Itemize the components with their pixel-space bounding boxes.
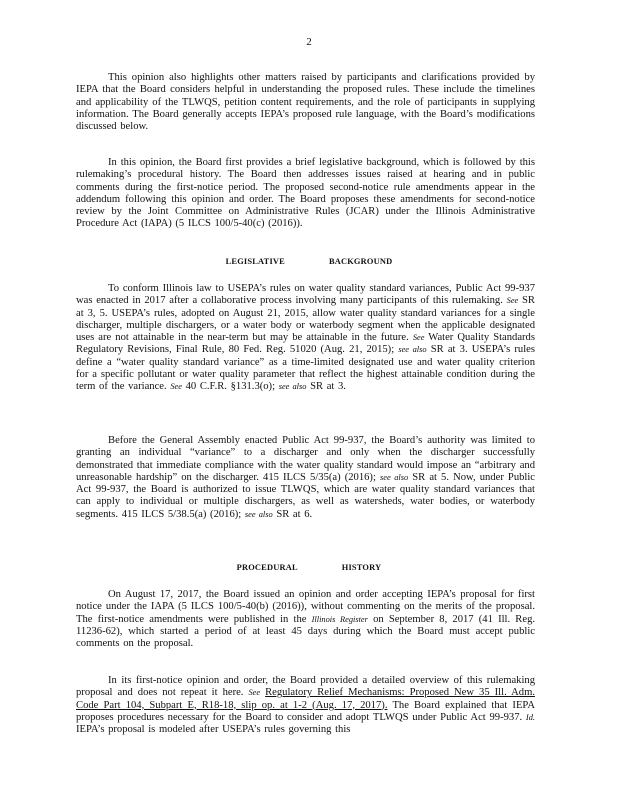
heading-legislative-background bbox=[0, 256, 618, 268]
citation-signal: See bbox=[412, 333, 425, 343]
text-run: The Board explained that IEPA proposes procedures necessary for the Board to consider and adopt TLWQS under Public Act 99-937. bbox=[76, 699, 535, 723]
text-run: 40 C.F.R. §131.3(o); bbox=[185, 381, 276, 393]
text-run: In its first-notice opinion and order, the Board provided a detailed overview of this rulemaking proposal and does not repeat it here. bbox=[76, 675, 535, 699]
text-run: IEPA’s proposal is modeled after USEPA’s rules governing this bbox=[76, 724, 351, 736]
citation-signal: See bbox=[170, 382, 182, 392]
heading-procedural-history bbox=[0, 562, 618, 574]
procedural-paragraph-2 bbox=[76, 675, 535, 736]
citation-signal: see also bbox=[398, 345, 427, 355]
intro-paragraph-1: This opinion also highlights other matters raised by participants and clarifications provided by IEPA that the Board considers helpful in understanding the proposed rules. These include the timelines and applicability of the TLWQS, petition content requirements, and the role of participants in supplying information. The Board generally accepts IEPA’s proposed rule language, with the Board’s modifications discussed below. bbox=[76, 72, 535, 133]
citation-signal: See bbox=[506, 296, 519, 306]
text-run: on September 8, 2017 (41 Ill. Reg. 11236-62), which started a period of at least 45 days during which the Board must accept public comments on the proposal. bbox=[76, 613, 536, 650]
page-number: 2 bbox=[306, 36, 312, 48]
heading-word: BACKGROUND bbox=[328, 257, 393, 266]
text-run: SR at 5. Now, under Public Act 99-937, the Board is authorized to issue TLWQS, which are water quality standard variances that can apply to individual or multiple dischargers, as well as watersheds, water bodies, or waterbody segments. 415 ILCS 5/38.5(a) (2016); bbox=[76, 471, 536, 520]
case-citation: Regulatory Relief Mechanisms: Proposed New 35 Ill. Adm. Code Part 104, Subpart E, R18-18, slip op. at 1-2 (Aug. 17, 2017). bbox=[76, 687, 535, 711]
heading-word: LEGISLATIVE bbox=[225, 257, 285, 266]
text-run: SR at 3, 5. USEPA’s rules, adopted on August 21, 2015, allow water quality standard variances for a single discharger, multiple dischargers, or a water body or waterbody segment when the applicable designated uses are not attainable in the near-term but may be attainable in the future. bbox=[76, 295, 535, 344]
citation-signal: see also bbox=[278, 382, 307, 392]
citation-signal: Id. bbox=[525, 712, 535, 722]
text-run: SR at 3. bbox=[310, 381, 346, 393]
publication-title: Illinois Register bbox=[311, 614, 368, 624]
text-run: SR at 3. USEPA’s rules define a “water quality standard variance” as a time-limited designated use and water quality criterion for a specific pollutant or water quality parameter that reflect the highest attainable condition during the term of the variance. bbox=[76, 344, 535, 393]
citation-signal: see also bbox=[380, 472, 409, 482]
text-run: To conform Illinois law to USEPA’s rules on water quality standard variances, Public Act 99-937 was enacted in 2017 after a collaborative process involving many participants of this rulemaking. bbox=[76, 283, 535, 307]
legislative-paragraph-2 bbox=[76, 435, 535, 521]
heading-word: HISTORY bbox=[341, 563, 382, 572]
text-run: Water Quality Standards Regulatory Revisions, Final Rule, 80 Fed. Reg. 51020 (Aug. 21, 2015); bbox=[76, 332, 535, 356]
citation-signal: see also bbox=[244, 509, 273, 519]
legislative-paragraph-1 bbox=[76, 283, 535, 394]
intro-paragraph-2: In this opinion, the Board first provides a brief legislative background, which is followed by this rulemaking’s procedural history. The Board then addresses issues raised at hearing and in public comments during the first-notice period. The proposed second-notice rule amendments appear in the addendum following this opinion and order. The Board proposes these amendments for second-notice review by the Joint Committee on Administrative Rules (JCAR) under the Illinois Administrative Procedure Act (IAPA) (5 ILCS 100/5-40(c) (2016)). bbox=[76, 157, 535, 230]
procedural-paragraph-1 bbox=[76, 589, 535, 650]
citation-signal: See bbox=[248, 688, 261, 698]
text-run: Before the General Assembly enacted Public Act 99-937, the Board’s authority was limited to granting an individual “variance” to a discharger and only when the discharger successfully demonstrated that immediate compliance with the water quality standard would impose an “arbitrary and unreasonable hardship” on the discharger. 415 ILCS 5/35(a) (2016); bbox=[76, 435, 535, 483]
text-run: On August 17, 2017, the Board issued an opinion and order accepting IEPA’s proposal for first notice under the IAPA (5 ILCS 100/5-40(b) (2016)), without commenting on the merits of the proposal. The first-notice amendments were published in the bbox=[76, 589, 535, 625]
heading-word: PROCEDURAL bbox=[236, 563, 298, 572]
text-run: SR at 6. bbox=[276, 508, 313, 520]
